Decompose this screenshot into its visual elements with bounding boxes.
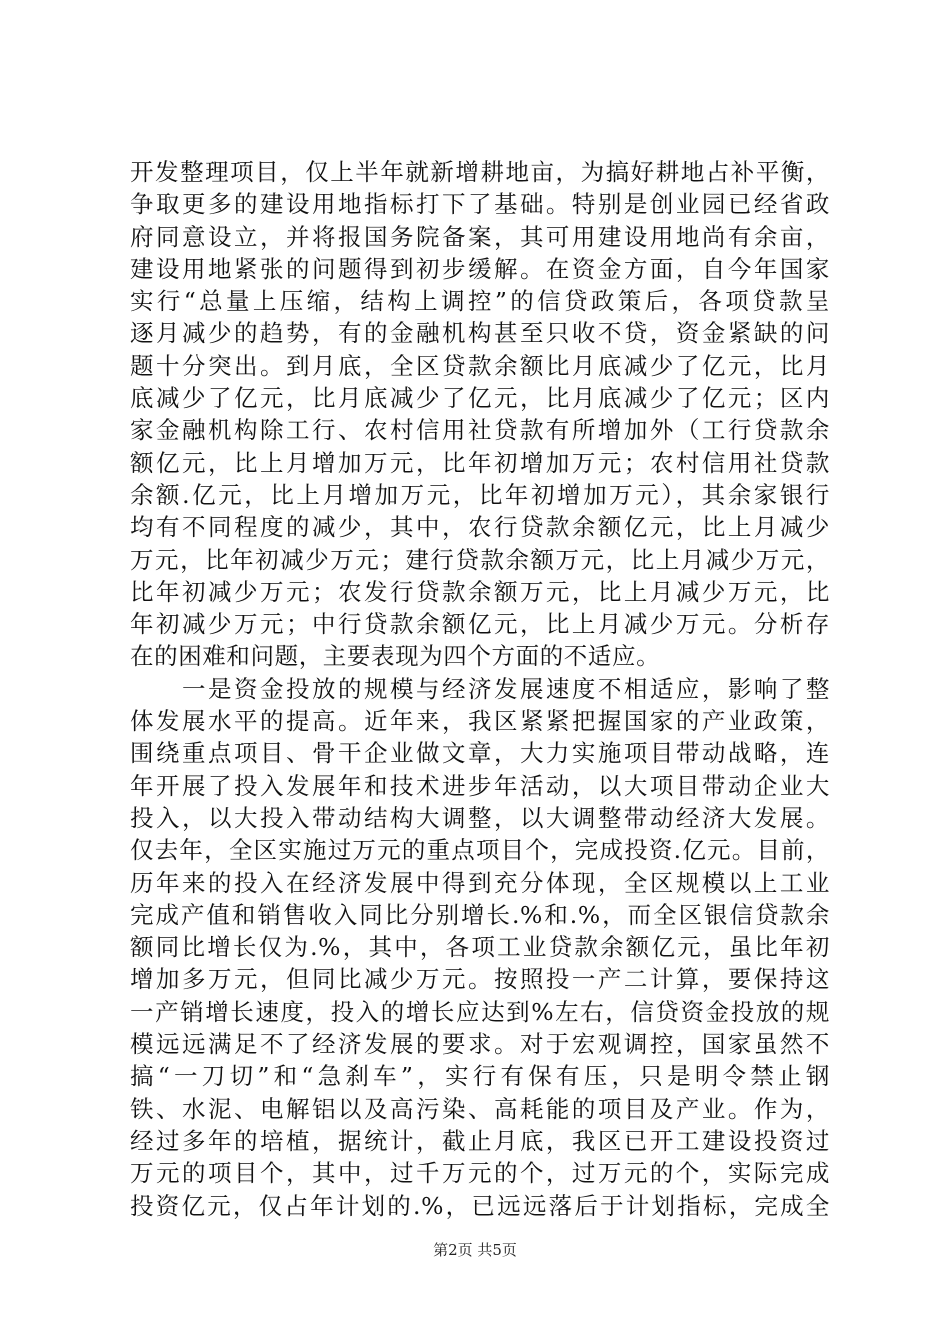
text-line: 均有不同程度的减少，其中，农行贷款余额亿元，比上月减少: [130, 513, 830, 542]
text-line: 历年来的投入在经济发展中得到充分体现，全区规模以上工业: [130, 868, 830, 897]
text-line: 家金融机构除工行、农村信用社贷款有所增加外（工行贷款余: [130, 416, 830, 445]
text-line: 建设用地紧张的问题得到初步缓解。在资金方面，自今年国家: [130, 254, 830, 283]
text-line: 增加多万元，但同比减少万元。按照投一产二计算，要保持这: [130, 965, 830, 994]
text-line: 一产销增长速度，投入的增长应达到%左右，信贷资金投放的规: [130, 997, 830, 1026]
text-line: 铁、水泥、电解铝以及高污染、高耗能的项目及产业。作为，: [130, 1094, 830, 1123]
text-line: 额亿元，比上月增加万元，比年初增加万元；农村信用社贷款: [130, 448, 830, 477]
text-line: 模远远满足不了经济发展的要求。对于宏观调控，国家虽然不: [130, 1030, 830, 1059]
body-text: [130, 156, 830, 1222]
text-line: 额同比增长仅为.%，其中，各项工业贷款余额亿元，虽比年初: [130, 933, 830, 962]
text-line: 逐月减少的趋势，有的金融机构甚至只收不贷，资金紧缺的问: [130, 319, 830, 348]
text-line: 比年初减少万元；农发行贷款余额万元，比上月减少万元，比: [130, 577, 830, 606]
text-line: 投资亿元，仅占年计划的.%，已远远落后于计划指标，完成全: [130, 1191, 830, 1220]
text-line: 年初减少万元；中行贷款余额亿元，比上月减少万元。分析存: [130, 610, 830, 639]
text-line: 开发整理项目，仅上半年就新增耕地亩，为搞好耕地占补平衡，: [130, 158, 830, 186]
text-line: 一是资金投放的规模与经济发展速度不相适应，影响了整: [130, 674, 830, 703]
text-line: 投入，以大投入带动结构大调整，以大调整带动经济大发展。: [130, 803, 830, 832]
text-line: 争取更多的建设用地指标打下了基础。特别是创业园已经省政: [130, 190, 830, 219]
text-line: 完成产值和销售收入同比分别增长.%和.%，而全区银信贷款余: [130, 900, 830, 929]
text-line: 题十分突出。到月底，全区贷款余额比月底减少了亿元，比月: [130, 351, 830, 380]
page-footer: 第2页 共5页: [433, 1241, 517, 1259]
text-line: 万元，比年初减少万元；建行贷款余额万元，比上月减少万元，: [130, 545, 830, 574]
text-line: 经过多年的培植，据统计，截止月底，我区已开工建设投资过: [130, 1126, 830, 1155]
text-line: 在的困难和问题，主要表现为四个方面的不适应。: [130, 642, 661, 671]
text-line: 仅去年，全区实施过万元的重点项目个，完成投资.亿元。目前，: [130, 836, 830, 865]
text-line: 年开展了投入发展年和技术进步年活动，以大项目带动企业大: [130, 771, 830, 800]
text-line: 府同意设立，并将报国务院备案，其可用建设用地尚有余亩，: [130, 222, 830, 251]
text-line: 搞“一刀切”和“急刹车”，实行有保有压，只是明令禁止钢: [130, 1062, 830, 1091]
text-line: 底减少了亿元，比月底减少了亿元，比月底减少了亿元；区内: [130, 384, 830, 413]
text-line: 万元的项目个，其中，过千万元的个，过万元的个，实际完成: [130, 1159, 830, 1188]
text-line: 体发展水平的提高。近年来，我区紧紧把握国家的产业政策，: [130, 707, 830, 736]
text-line: 实行“总量上压缩，结构上调控”的信贷政策后，各项贷款呈: [130, 287, 830, 316]
text-line: 围绕重点项目、骨干企业做文章，大力实施项目带动战略，连: [130, 739, 830, 768]
text-line: 余额.亿元，比上月增加万元，比年初增加万元），其余家银行: [130, 480, 830, 509]
